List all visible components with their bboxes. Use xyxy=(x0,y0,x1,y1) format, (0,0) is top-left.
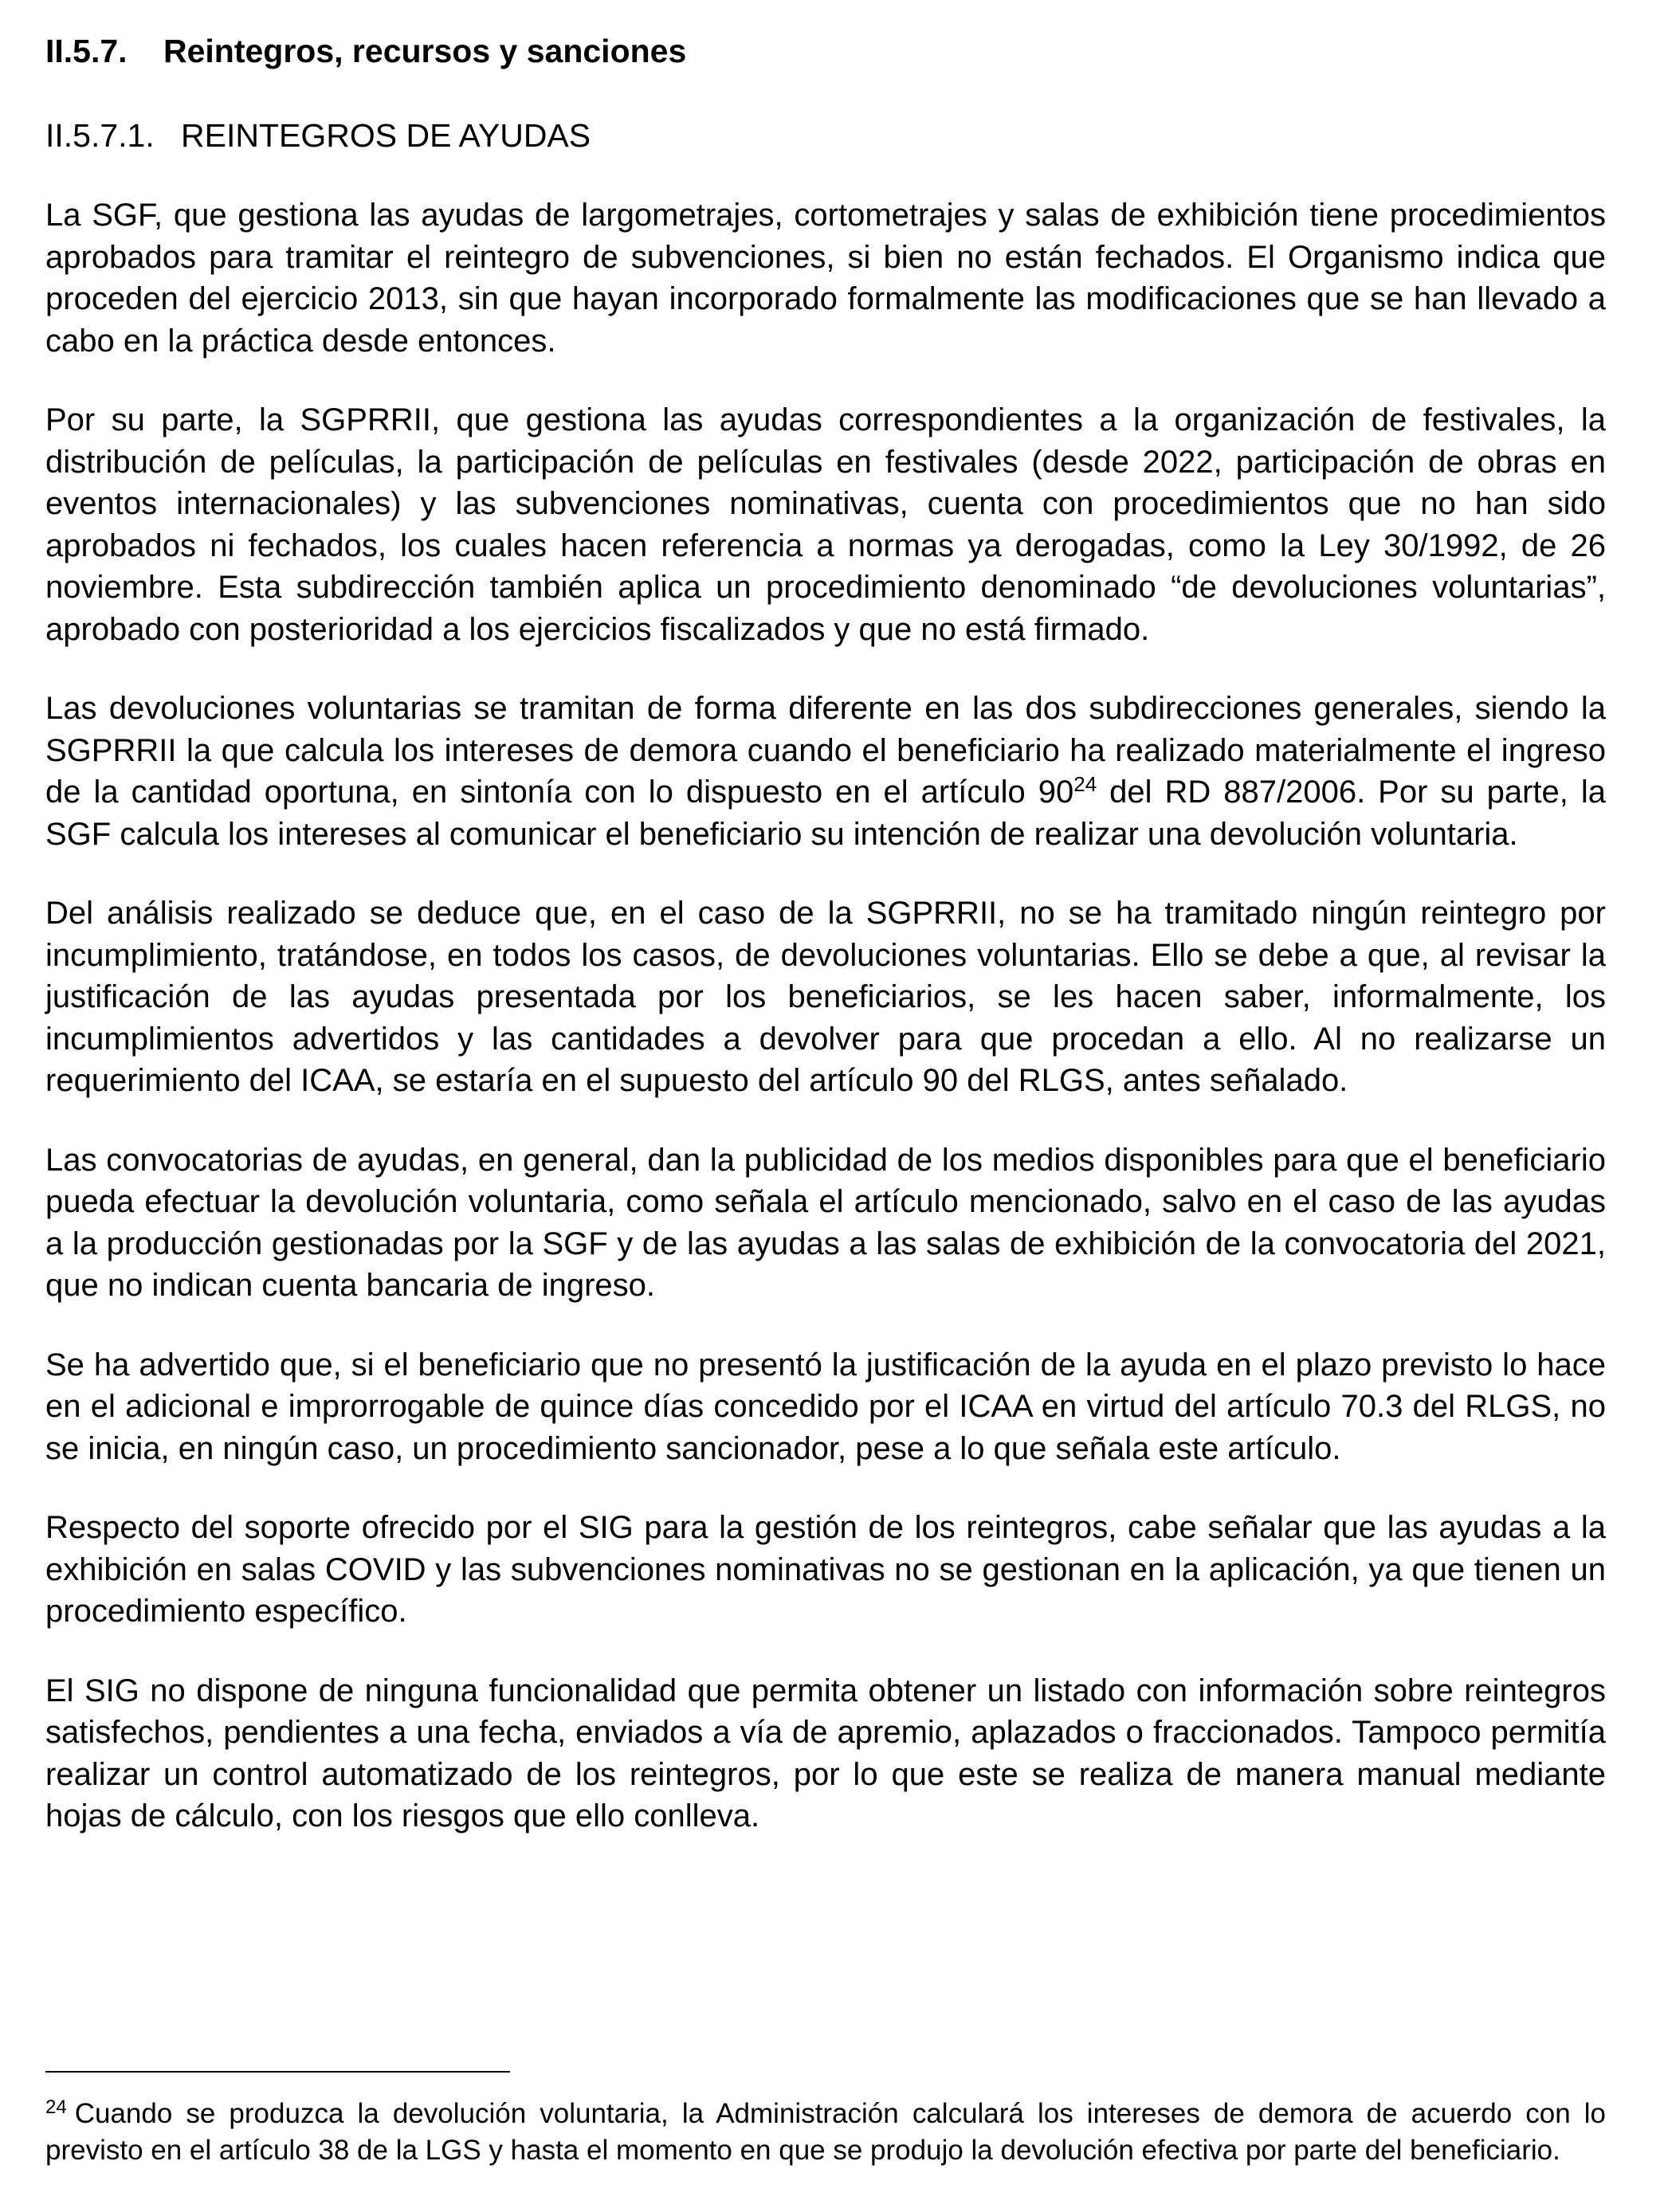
section-title: Reintegros, recursos y sanciones xyxy=(163,33,687,69)
footnote-divider xyxy=(45,2071,510,2073)
subsection-heading xyxy=(45,115,1606,156)
paragraph-5: Las convocatorias de ayudas, en general, dan la publicidad de los medios disponibles para que el beneficiario pueda efectuar la devolución voluntaria, como señala el artículo mencionado, salvo en el caso de las ayudas a la producción gestionadas por la SGF y de las ayudas a las salas de exhibición de la convocatoria del 2021, que no indican cuenta bancaria de ingreso. xyxy=(45,1142,1606,1303)
subsection-number: II.5.7.1. xyxy=(45,117,155,154)
footnote-reference[interactable]: 24 xyxy=(1073,772,1097,796)
paragraph-1: La SGF, que gestiona las ayudas de largometrajes, cortometrajes y salas de exhibición tiene procedimientos aprobados para tramitar el reintegro de subvenciones, si bien no están fechados. El Organismo indica que proceden del ejercicio 2013, sin que hayan incorporado formalmente las modificaciones que se han llevado a cabo en la práctica desde entonces. xyxy=(45,198,1606,359)
paragraph-4: Del análisis realizado se deduce que, en el caso de la SGPRRII, no se ha tramitado ningún reintegro por incumplimiento, tratándose, en todos los casos, de devoluciones voluntarias. Ello se debe a que, al revisar la justificación de las ayudas presentada por los beneficiarios, se les hacen saber, informalmente, los incumplimientos advertidos y las cantidades a devolver para que procedan a ello. Al no realizarse un requerimiento del ICAA, se estaría en el supuesto del artículo 90 del RLGS, antes señalado. xyxy=(45,896,1606,1098)
paragraph-3 xyxy=(45,688,1606,855)
paragraph-8: El SIG no dispone de ninguna funcionalidad que permita obtener un listado con información sobre reintegros satisfechos, pendientes a una fecha, enviados a vía de apremio, aplazados o fraccionados. Tampoco permitía realizar un control automatizado de los reintegros, por lo que este se realiza de manera manual mediante hojas de cálculo, con los riesgos que ello conlleva. xyxy=(45,1673,1606,1834)
subsection-title: REINTEGROS DE AYUDAS xyxy=(181,117,591,154)
footnote-number: 24 xyxy=(45,2096,67,2118)
section-number: II.5.7. xyxy=(45,33,128,69)
paragraph-6: Se ha advertido que, si el beneficiario que no presentó la justificación de la ayuda en el plazo previsto lo hace en el adicional e improrrogable de quince días concedido por el ICAA en virtud del artículo 70.3 del RLGS, no se inicia, en ningún caso, un procedimiento sancionador, pese a lo que señala este artículo. xyxy=(45,1347,1606,1466)
paragraph-7: Respecto del soporte ofrecido por el SIG para la gestión de los reintegros, cabe señalar que las ayudas a la exhibición en salas COVID y las subvenciones nominativas no se gestionan en la aplicación, ya que tienen un procedimiento específico. xyxy=(45,1510,1606,1629)
document-page xyxy=(45,30,1606,1875)
paragraph-3-text-b: del RD 887/2006. Por su parte, la SGF calcula los intereses al comunicar el beneficiario su intención de realizar una devolución voluntaria. xyxy=(45,775,1606,852)
section-heading xyxy=(45,30,1606,72)
footnote xyxy=(45,2096,1606,2169)
paragraph-3-text-a: Las devoluciones voluntarias se tramitan de forma diferente en las dos subdirecciones generales, siendo la SGPRRII la que calcula los intereses de demora cuando el beneficiario ha realizado materialmente el ingreso de la cantidad oportuna, en sintonía con lo dispuesto en el artículo 90 xyxy=(45,691,1606,810)
paragraph-2: Por su parte, la SGPRRII, que gestiona las ayudas correspondientes a la organización de festivales, la distribución de películas, la participación de películas en festivales (desde 2022, participación de obras en eventos internacionales) y las subvenciones nominativas, cuenta con procedimientos que no han sido aprobados ni fechados, los cuales hacen referencia a normas ya derogadas, como la Ley 30/1992, de 26 noviembre. Esta subdirección también aplica un procedimiento denominado “de devoluciones voluntarias”, aprobado con posterioridad a los ejercicios fiscalizados y que no está firmado. xyxy=(45,402,1606,647)
footnote-text: Cuando se produzca la devolución voluntaria, la Administración calculará los intereses de demora de acuerdo con lo previsto en el artículo 38 de la LGS y hasta el momento en que se produjo la devolución efectiva por parte del beneficiario. xyxy=(45,2098,1606,2166)
